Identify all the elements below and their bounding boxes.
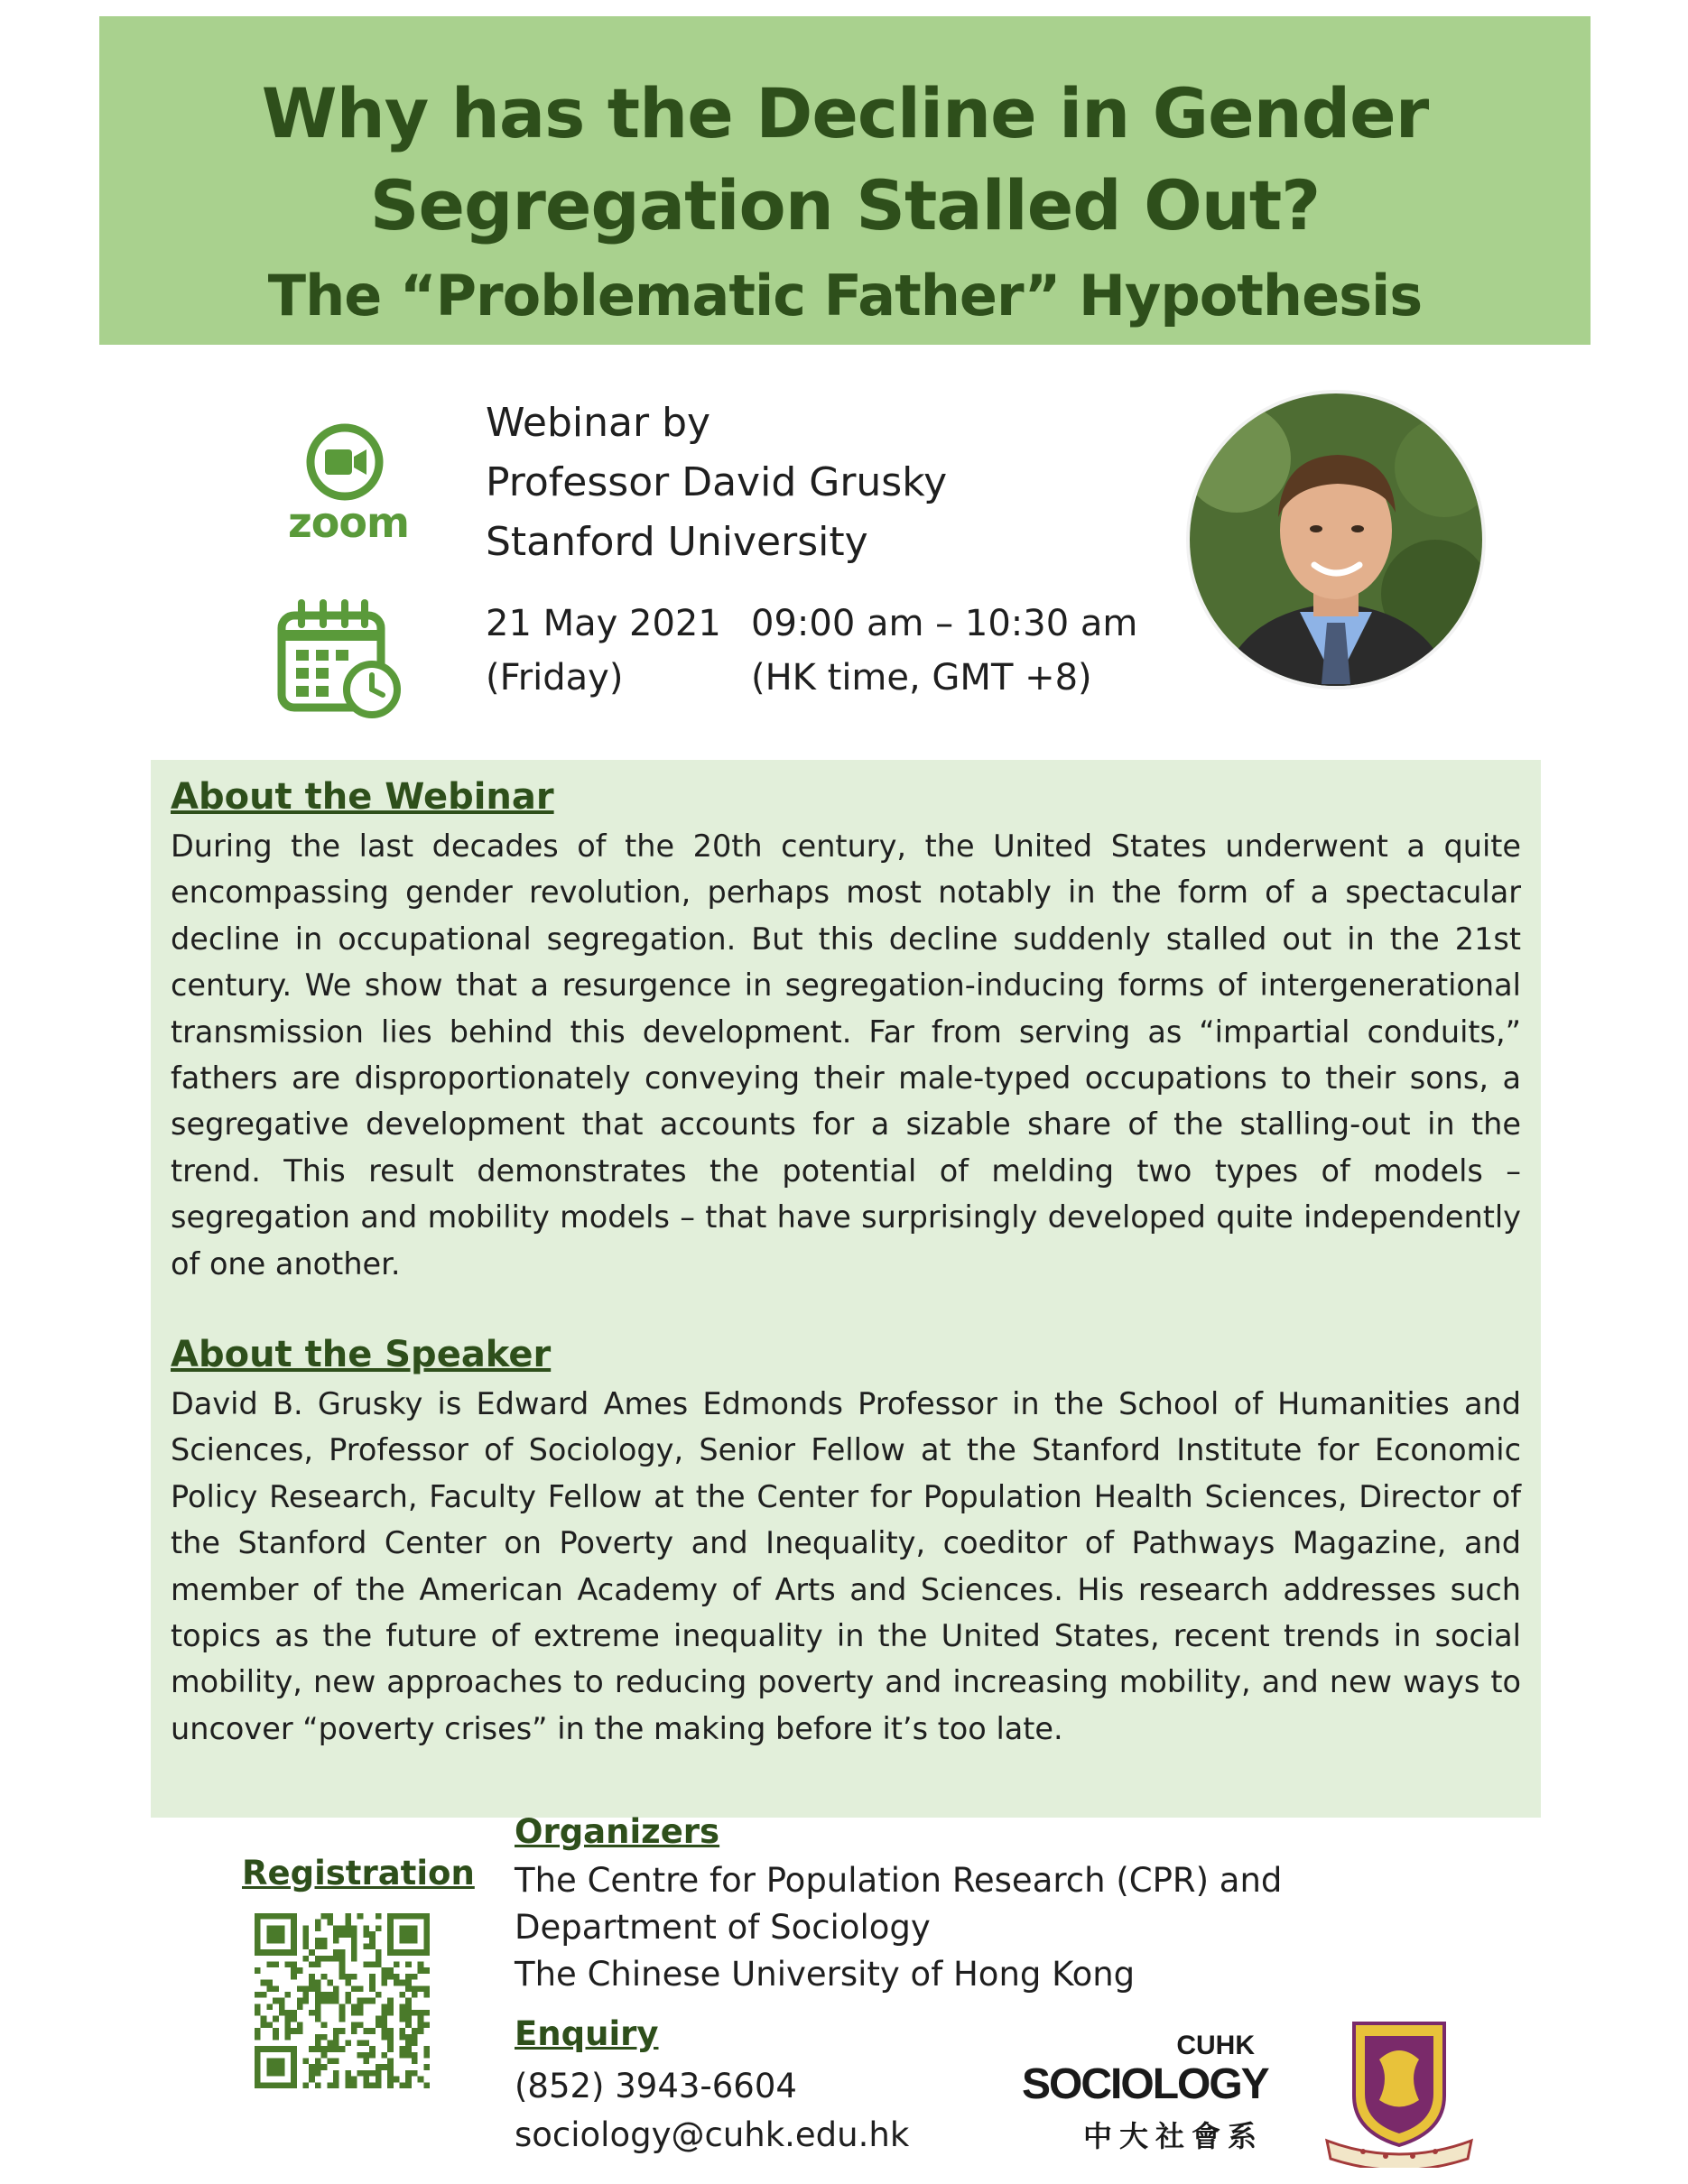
enquiry-phone: (852) 3943-6604 [515, 2067, 797, 2105]
organizers-line-1: The Centre for Population Research (CPR) and [515, 1861, 1283, 1900]
logo-chinese-text: 中大社會系 [1083, 2119, 1265, 2153]
about-webinar-heading: About the Webinar [171, 776, 554, 818]
enquiry-email[interactable]: sociology@cuhk.edu.hk [515, 2115, 910, 2154]
about-speaker-body: David B. Grusky is Edward Ames Edmonds Professor in the School of Humanities and Sciences, Professor of Sociology, Senior Fellow at the Stanford Institute for Economic Policy Research, Faculty Fellow at the Center for Population Health Sciences, Director of the Stanford Center on Poverty and Inequality, coeditor of Pathways Magazine, and member of the American Academy of Arts and Sciences. His research addresses such topics as the future of extreme inequality in the United States, recent trends in social mobility, new approaches to reducing poverty and increasing mobility, and new ways to uncover “poverty crises” in the making before it’s too late. [171, 1386, 1521, 1746]
speaker-affiliation: Stanford University [486, 519, 868, 565]
calendar-clock-icon [271, 596, 406, 722]
content-box [151, 760, 1541, 1818]
event-time: 09:00 am – 10:30 am [751, 603, 1138, 644]
logo-cuhk-text: CUHK [1176, 2031, 1255, 2060]
cuhk-crest-logo [1309, 2014, 1489, 2168]
registration-qr-code[interactable] [255, 1913, 430, 2088]
organizers-heading: Organizers [515, 1812, 720, 1851]
enquiry-heading: Enquiry [515, 2014, 659, 2053]
about-webinar-body: During the last decades of the 20th century, the United States underwent a quite encompassing gender revolution, perhaps most notably in the form of a spectacular decline in occupational segregation. But this decline suddenly stalled out in the 21st century. We show that a resurgence in segregation-inducing forms of intergenerational transmission lies behind this development. Far from serving as “impartial conduits,” fathers are disproportionately conveying their male-typed occupations to their sons, a segregative development that accounts for a sizable share of the stalling-out in the trend. This result demonstrates the potential of melding two types of models – segregation and mobility models – that have surprisingly developed quite independently of one another. [171, 828, 1521, 1282]
webinar-by-label: Webinar by [486, 400, 711, 446]
title-line-1: Why has the Decline in Gender [261, 73, 1429, 153]
speaker-photo [1183, 386, 1489, 693]
event-date: 21 May 2021 [486, 603, 721, 644]
speaker-name: Professor David Grusky [486, 459, 948, 505]
cuhk-sociology-logo [1011, 2031, 1273, 2157]
zoom-label: zoom [288, 498, 409, 547]
about-speaker-heading: About the Speaker [171, 1334, 552, 1375]
title-line-2: Segregation Stalled Out? [369, 165, 1321, 245]
organizers-line-3: The Chinese University of Hong Kong [515, 1955, 1136, 1994]
title-banner [99, 16, 1591, 345]
event-day: (Friday) [486, 657, 624, 699]
organizers-line-2: Department of Sociology [515, 1908, 931, 1947]
zoom-icon [271, 417, 415, 552]
title-line-3: The “Problematic Father” Hypothesis [267, 263, 1423, 329]
event-timezone: (HK time, GMT +8) [751, 657, 1092, 699]
registration-heading: Registration [242, 1854, 475, 1892]
logo-sociology-text: SOCIOLOGY [1022, 2060, 1268, 2108]
